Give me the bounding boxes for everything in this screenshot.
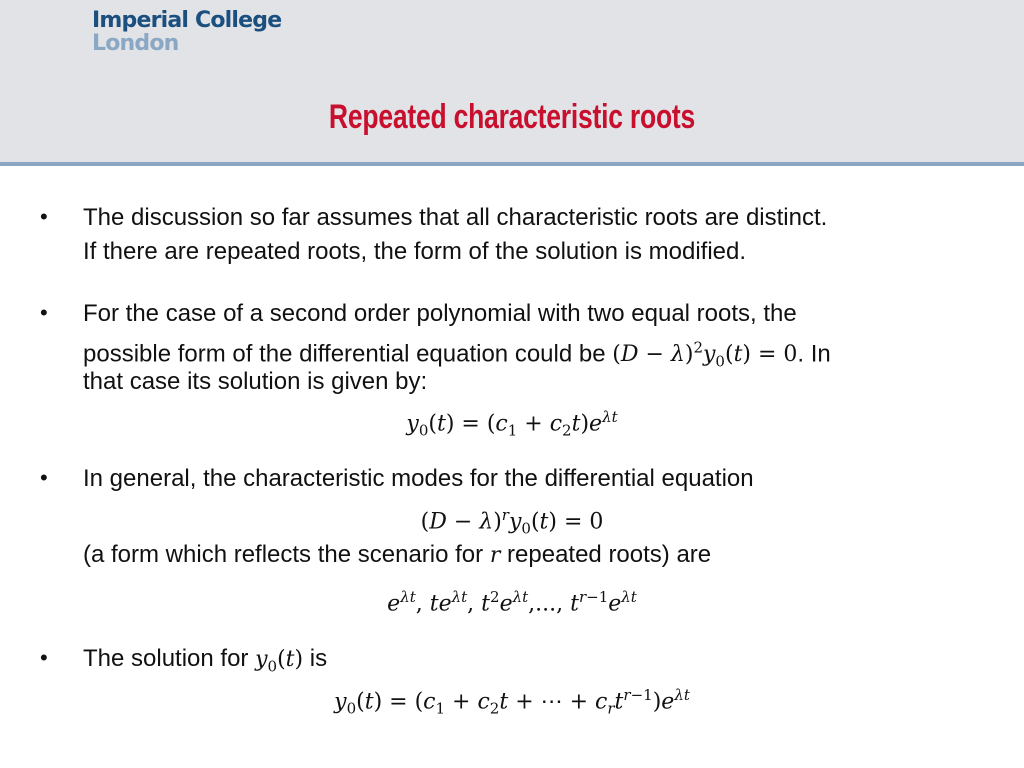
bullet-2-line-2-text: possible form of the differential equation could be — [83, 340, 613, 368]
bullet-icon: • — [40, 204, 48, 229]
solution-equation-second-order: $y_0(t) = (c_1 + c_2t)e^{\lambda t}$ — [406, 408, 618, 440]
bullet-4-line-post: is — [303, 645, 328, 672]
bullet-4-line — [83, 644, 327, 681]
bullet-3-note-var: r — [489, 543, 501, 568]
characteristic-modes: $e^{\lambda t}$, $te^{\lambda t}$, $t^2e^{\lambda t}$,..., $t^{r-1}e^{\lambda t}$ — [387, 588, 637, 617]
imperial-college-logo — [92, 10, 281, 55]
bullet-1-line-1: The discussion so far assumes that all characteristic roots are distinct. — [83, 204, 828, 231]
bullet-2-line-2-tail: . In — [797, 340, 831, 368]
slide-header — [0, 0, 1024, 166]
bullet-icon: • — [40, 465, 48, 490]
bullet-3-note-pre: (a form which reflects the scenario for — [83, 541, 490, 568]
bullet-4-line-pre: The solution for — [83, 645, 256, 672]
bullet-4-line-math: $y_0(t)$ — [255, 647, 304, 676]
differential-equation-inline: $(D - \lambda)^2y_0(t) = 0$ — [612, 339, 798, 371]
logo-line-2: London — [92, 31, 179, 56]
slide-title: Repeated characteristic roots — [328, 98, 696, 136]
bullet-3-line-1: In general, the characteristic modes for the differential equation — [83, 465, 754, 492]
bullet-3-note — [83, 540, 711, 571]
general-solution-equation: $y_0(t) = (c_1 + c_2t$ + ⋯ + $c_rt^{r-1})e^{\lambda t}$ — [334, 686, 690, 718]
logo-line-1: Imperial College — [92, 8, 282, 33]
bullet-3-note-post: repeated roots) are — [500, 541, 712, 568]
general-differential-equation: $(D - \lambda)^ry_0(t) = 0$ — [420, 506, 604, 538]
bullet-2-line-3: that case its solution is given by: — [83, 368, 428, 395]
bullet-2-line-1: For the case of a second order polynomial with two equal roots, the — [83, 300, 797, 327]
bullet-icon: • — [40, 300, 48, 325]
bullet-1-line-2: If there are repeated roots, the form of the solution is modified. — [83, 238, 747, 265]
bullet-icon: • — [40, 645, 48, 670]
